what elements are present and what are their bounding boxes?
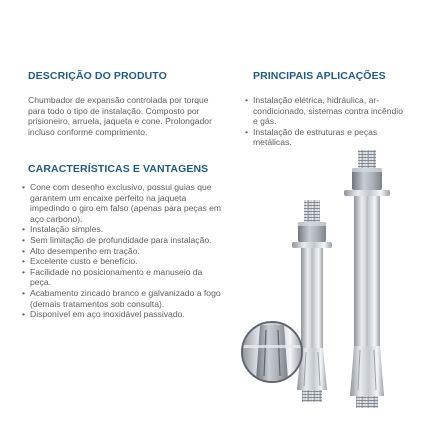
list-item: • Facilidade no posicionamento e manuseio da peça. [22,267,222,288]
list-item: • Excelente custo e benefício. [22,256,222,267]
expansion-anchor-bolts-image [230,150,430,420]
list-item: • Instalação elétrica, hidráulica, ar-condicionado, sistemas contra incêndio e gás. [245,95,410,127]
list-item: • Cone com desenho exclusivo, possui guias que garantem um encaixe perfeito na jaqueta impedindo o giro em falso (apenas para peças em aço carbono). [22,182,222,224]
caracteristicas-list [22,182,222,320]
descricao-title: DESCRIÇÃO DO PRODUTO [28,70,167,82]
descricao-text: Chumbador de expansão controlada por torque para todo o tipo de instalação. Composto por prisioneiro, arruela, jaqueta e cone. Prolongador incluso conforme comprimento. [28,95,212,137]
list-item: • Instalação de estruturas e peças metálicas. [245,127,410,148]
list-item: • Sem limitação de profundidade para instalação. [22,235,222,246]
aplicacoes-title: PRINCIPAIS APLICAÇÕES [253,70,386,82]
anchor-bolts-icon [230,150,430,420]
list-item: • Disponível em aço inoxidável passivado. [22,309,222,320]
aplicacoes-list [245,95,410,148]
list-item: • Alto desempenho em tração. [22,246,222,257]
caracteristicas-title: CARACTERÍSTICAS E VANTAGENS [28,163,209,175]
list-item: • Acabamento zincado branco e galvanizado a fogo (demais tratamentos sob consulta). [22,288,222,309]
list-item: • Instalação simples. [22,224,222,235]
